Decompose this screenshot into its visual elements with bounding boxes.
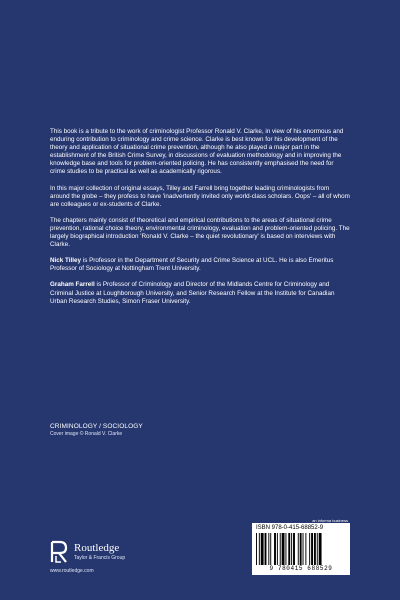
- barcode-bar: [314, 533, 316, 565]
- publisher-group: Taylor & Francis Group: [74, 555, 126, 561]
- blurb-paragraph-2: In this major collection of original essays, Tilley and Farrell bring together leading criminologists from around the globe – they profess to have 'inadvertently invited only world-class scholars. Oops' – all of whom are colleagues or ex-students of Clarke.: [50, 184, 350, 208]
- barcode-bar: [319, 533, 322, 565]
- barcode-bar: [282, 533, 285, 565]
- barcode-bar: [270, 533, 271, 565]
- blurb-text: [50, 128, 350, 314]
- barcode-bar: [277, 533, 278, 565]
- author-name-farrell: Graham Farrell: [50, 281, 95, 289]
- barcode-bar: [291, 533, 292, 565]
- barcode-bar: [293, 533, 295, 565]
- barcode-bar: [303, 533, 304, 565]
- barcode-bar: [317, 533, 318, 565]
- cover-image-credit: Cover image © Ronald V. Clarke: [50, 431, 123, 437]
- isbn-text: ISBN 978-0-415-68852-9: [256, 525, 324, 531]
- informa-imprint: an informa business: [312, 518, 348, 523]
- subject-category: CRIMINOLOGY / SOCIOLOGY: [50, 423, 143, 430]
- publisher-name: Routledge: [74, 542, 120, 554]
- barcode-bar: [300, 533, 302, 565]
- barcode-bar: [268, 533, 269, 565]
- blurb-paragraph-3: The chapters mainly consist of theoretical and empirical contributions to the areas of situational crime prevention, rational choice theory, environmental criminology, evaluation and problem-oriented policing. The largely biographical introduction 'Ronald V. Clarke – the quiet revolutionary' is based on interviews with Clarke.: [50, 216, 350, 249]
- barcode-bar: [280, 533, 281, 565]
- barcode-bar: [256, 533, 257, 565]
- blurb-paragraph-1: This book is a tribute to the work of criminologist Professor Ronald V. Clarke, in view of his enormous and enduring contribution to criminology and crime science. Clarke is best known for his development of the theory and application of situational crime prevention, although he also played a major part in the establishment of the British Crime Survey, in discussions of evaluation methodology and in improving the knowledge base and tools for problem-oriented policing. He has consistently emphasised the need for crime studies to be practical as well as academically rigorous.: [50, 128, 344, 176]
- barcode-bar: [311, 533, 313, 565]
- barcode-digits: 9 780415 688529: [269, 565, 333, 572]
- barcode-bar: [285, 533, 286, 565]
- barcode-bar: [265, 533, 267, 565]
- barcode-bar: [261, 533, 264, 565]
- author-name-tilley: Nick Tilley: [50, 257, 82, 265]
- author-bio-tilley: [50, 257, 350, 273]
- author-bio-tilley-text: is Professor in the Department of Security and Crime Science at UCL. He is also Emeritus Professor of Sociology at Nottingham Trent University.: [50, 257, 334, 273]
- barcode-panel: [252, 518, 350, 575]
- routledge-logo-icon: [50, 540, 70, 564]
- barcode-bar: [274, 533, 276, 565]
- barcode-bar: [309, 533, 310, 565]
- barcode-bar: [298, 533, 299, 565]
- publisher-logo: [50, 540, 170, 574]
- barcode-bars: [256, 533, 346, 565]
- publisher-url: www.routledge.com: [50, 568, 94, 574]
- author-bio-farrell-text: is Professor of Criminology and Director of the Midlands Centre for Criminology and Criminal Justice at Loughborough University, and Senior Research Fellow at the Institute for Canadian Urban Research Studies, Simon Fraser University.: [50, 281, 335, 305]
- barcode-bar: [288, 533, 290, 565]
- barcode-bar: [259, 533, 260, 565]
- barcode-bar: [305, 533, 306, 565]
- author-bio-farrell: [50, 281, 350, 305]
